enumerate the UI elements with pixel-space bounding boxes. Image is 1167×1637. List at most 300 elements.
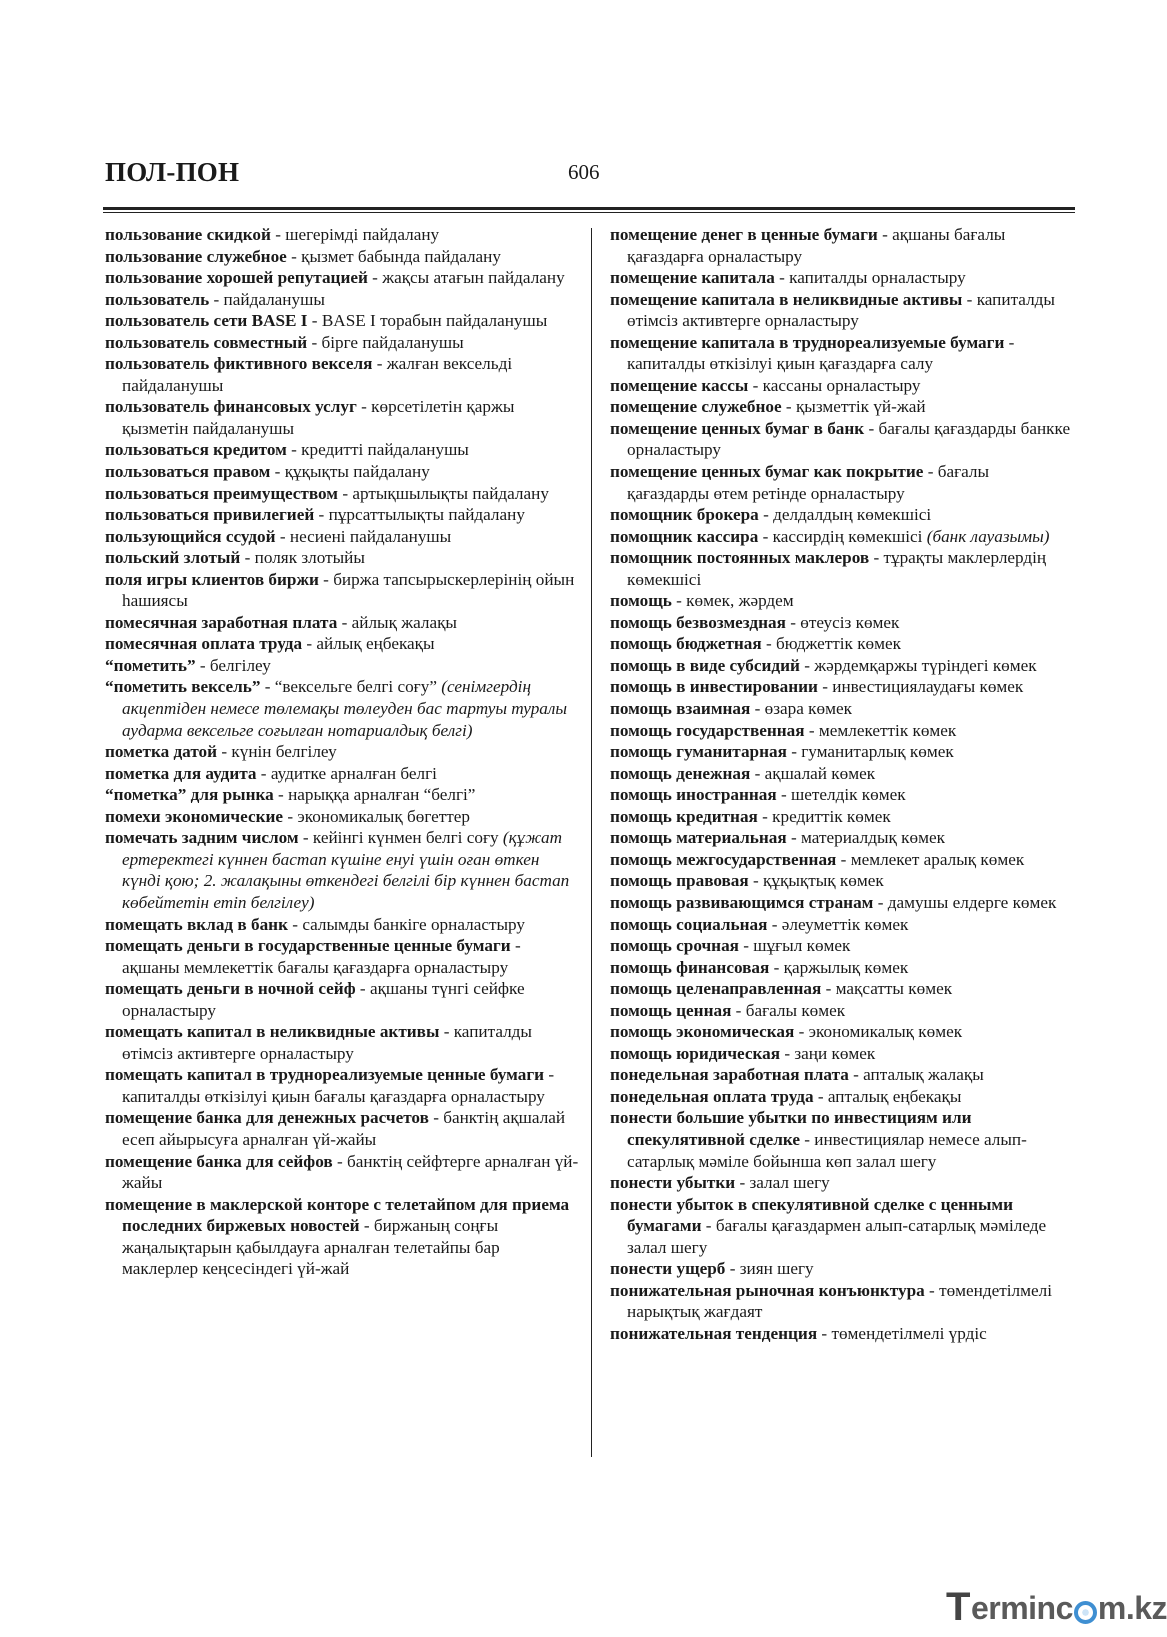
entry-separator: - — [962, 289, 977, 309]
entry-definition: инвестициялаудағы көмек — [832, 677, 1024, 697]
entry-separator: - — [337, 612, 352, 632]
dictionary-entry — [610, 1107, 1072, 1172]
entry-separator: - — [195, 655, 210, 675]
entry-term: понижательная рыночная конъюнктура — [610, 1280, 925, 1300]
entry-definition: банктің сейфтерге арналған үй-жайы — [122, 1151, 579, 1193]
entry-definition: ақшаны бағалы қағаздарға орналастыру — [627, 225, 1006, 266]
entry-definition: капиталды өткізілуі қиын қағаздарға салу — [627, 354, 934, 374]
dictionary-entry — [105, 267, 579, 289]
dictionary-entry — [105, 1021, 579, 1064]
entry-term: помощь материальная — [610, 828, 787, 848]
entry-definition: капиталды өтімсіз активтерге орналастыру — [122, 1022, 532, 1063]
entry-definition: материалдық көмек — [801, 828, 945, 848]
dictionary-entry — [105, 396, 579, 439]
entry-term: пользование скидкой — [105, 225, 271, 244]
entry-term: пользователь совместный — [105, 332, 308, 352]
entry-term: помощь безвозмездная — [610, 612, 786, 632]
entry-definition: шұғыл көмек — [753, 936, 851, 956]
entry-separator: - — [270, 225, 286, 244]
entry-definition: ақшаны түнгі сейфке орналастыру — [122, 979, 525, 1020]
entry-separator: - — [307, 332, 322, 352]
entry-term: “пометить” — [105, 655, 196, 675]
dictionary-entry — [105, 914, 579, 936]
entry-term: помещение кассы — [610, 375, 749, 395]
entry-term: помощь экономическая — [610, 1022, 795, 1042]
entry-definition: тұрақты маклерлердің көмекшісі — [627, 548, 1047, 589]
entry-definition: төмендетілмелі нарықтық жағдаят — [627, 1280, 1052, 1322]
entry-term: помощник постоянных маклеров — [610, 548, 870, 568]
entry-term: помощь развивающимся странам — [610, 892, 874, 912]
entry-term: помощь гуманитарная — [610, 742, 787, 762]
entry-term: польский злотый — [105, 548, 241, 568]
entry-separator: - — [757, 806, 773, 826]
dictionary-entry — [610, 1258, 1072, 1280]
entry-term: понедельная заработная плата — [610, 1065, 849, 1085]
entry-term: помощь ценная — [610, 1000, 732, 1020]
entry-definition: пұрсаттылықты пайдалану — [328, 505, 525, 525]
entry-term: помещение служебное — [610, 397, 782, 417]
dictionary-entry — [610, 827, 1072, 849]
entry-definition: салымды банкіге орналастыру — [302, 914, 525, 934]
entry-separator: - — [758, 526, 773, 546]
entry-definition: төмендетілмелі үрдіс — [831, 1323, 987, 1343]
entry-separator: - — [1004, 332, 1015, 352]
entry-term: помещение капитала — [610, 268, 775, 288]
entry-term: помещать капитал в неликвидные активы — [105, 1022, 440, 1042]
entry-separator: - — [769, 957, 784, 977]
entry-term: понедельная оплата труда — [610, 1086, 814, 1106]
entry-term: помещение банка для сейфов — [105, 1151, 333, 1171]
dictionary-entry — [610, 935, 1072, 957]
dictionary-entry — [610, 418, 1072, 461]
entry-separator: - — [314, 505, 329, 525]
dictionary-entry — [610, 957, 1072, 979]
logo-text-part: erminc — [970, 1590, 1073, 1626]
entry-term: пользователь сети BASE I — [105, 311, 308, 331]
entry-separator: - — [428, 1108, 444, 1128]
entry-separator: - — [873, 892, 888, 912]
entry-definition: бюджеттік көмек — [776, 634, 901, 654]
entry-term: понести большие убытки по инвестициям или спекулятивной сделке — [610, 1108, 972, 1149]
dictionary-entry — [105, 1064, 579, 1107]
entry-definition: BASE I торабын пайдаланушы — [321, 311, 548, 331]
entry-term: пользоваться кредитом — [105, 440, 287, 460]
dictionary-entry — [610, 784, 1072, 806]
termincom-logo[interactable] — [946, 1587, 1167, 1627]
entry-separator: - — [725, 1259, 740, 1279]
entry-separator: - — [256, 763, 271, 783]
entry-definition: мақсатты көмек — [835, 979, 953, 999]
dictionary-entry — [610, 655, 1072, 677]
entry-separator: - — [270, 462, 285, 482]
dictionary-entry — [105, 827, 579, 913]
entry-term: помощь в виде субсидий — [610, 655, 800, 675]
dictionary-entry — [610, 1172, 1072, 1194]
dictionary-entry — [105, 978, 579, 1021]
entry-definition: делдалдың көмекшісі — [773, 505, 932, 525]
dictionary-entry — [610, 504, 1072, 526]
dictionary-entry — [105, 224, 579, 246]
entry-definition: капиталды орналастыру — [789, 268, 966, 288]
entry-term: пользователь фиктивного векселя — [105, 354, 373, 374]
dictionary-entry — [105, 655, 579, 677]
entry-separator: - — [367, 268, 383, 288]
dictionary-entry — [105, 310, 579, 332]
dictionary-entry — [105, 1107, 579, 1150]
entry-separator: - — [283, 806, 298, 826]
entry-term: помощь целенаправленная — [610, 979, 822, 999]
entry-definition: апталық еңбекақы — [827, 1086, 962, 1106]
dictionary-entry — [610, 547, 1072, 590]
entry-term: помощь — [610, 591, 672, 611]
dictionary-entry — [610, 1021, 1072, 1043]
dictionary-entry — [610, 1086, 1072, 1108]
entry-definition: кассирдің көмекшісі — [772, 526, 923, 546]
dictionary-entry — [610, 1280, 1072, 1323]
dictionary-entry — [610, 461, 1072, 504]
header-rule-thick — [103, 207, 1075, 210]
entry-separator: - — [510, 936, 521, 956]
entry-separator: - — [359, 1216, 374, 1236]
entry-separator: - — [780, 1043, 795, 1063]
entry-definition: экономикалық бөгеттер — [297, 806, 471, 826]
dictionary-entry — [105, 504, 579, 526]
entry-term: помощь государственная — [610, 720, 805, 740]
entry-separator: - — [767, 914, 782, 934]
entry-definition: қызметтік үй-жай — [795, 397, 926, 417]
entry-separator: - — [439, 1022, 454, 1042]
entry-term: пометка датой — [105, 742, 218, 762]
entry-term: помощь денежная — [610, 763, 751, 783]
entry-separator: - — [836, 849, 851, 869]
entry-separator: - — [275, 526, 290, 546]
dictionary-entry — [610, 892, 1072, 914]
entry-separator: - — [817, 1323, 832, 1343]
entry-term: помощь взаимная — [610, 699, 751, 719]
entry-definition: биржаның соңғы жаңалықтарын қабылдауға арналған телетайпы бар маклерлер кеңсесіндегі үй-жай — [122, 1216, 500, 1279]
entry-definition: шетелдік көмек — [791, 785, 906, 805]
entry-separator: - — [848, 1065, 864, 1085]
left-column — [105, 224, 579, 1280]
entry-definition: бағалы көмек — [745, 1000, 846, 1020]
entry-term: помещение капитала в неликвидные активы — [610, 289, 963, 309]
dictionary-entry — [610, 1064, 1072, 1086]
entry-definition: құқықтық көмек — [763, 871, 884, 891]
dictionary-entry — [105, 526, 579, 548]
dictionary-entry — [610, 375, 1072, 397]
entry-note: (банк лауазымы) — [926, 526, 1050, 546]
entry-term: пользоваться привилегией — [105, 505, 315, 525]
dictionary-entry — [610, 720, 1072, 742]
entry-definition: айлық жалақы — [351, 612, 457, 632]
entry-term: помещение капитала в труднореализуемые бумаги — [610, 332, 1005, 352]
dictionary-entry — [610, 676, 1072, 698]
entry-separator: - — [794, 1022, 809, 1042]
entry-term: пользование служебное — [105, 246, 287, 266]
dictionary-entry — [105, 763, 579, 785]
entry-term: помощь бюджетная — [610, 634, 762, 654]
entry-definition: көмек, жәрдем — [686, 591, 794, 611]
entry-term: помощник брокера — [610, 505, 759, 525]
dictionary-entry — [610, 870, 1072, 892]
entry-definition: биржа тапсырыскерлерінің ойын һашиясы — [122, 569, 575, 611]
entry-term: помощь финансовая — [610, 957, 770, 977]
entry-definition: бағалы қағаздарды өтем ретінде орналастыру — [627, 462, 990, 503]
entry-separator: - — [302, 634, 317, 654]
dictionary-entry — [105, 1194, 579, 1280]
entry-term: помощь кредитная — [610, 806, 758, 826]
header-rule-thin — [103, 212, 1075, 213]
entry-note: (құжат ертеректегі күннен бастап күшіне енуі үшін оған өткен күнді қою; 2. жалақыны өткендегі белгілі бір күннен бастап көбейтетін етіп белгілеу) — [122, 828, 570, 912]
entry-term: пользователь финансовых услуг — [105, 397, 357, 417]
entry-definition: құқықты пайдалану — [284, 462, 430, 482]
entry-separator: - — [761, 634, 777, 654]
entry-separator: - — [355, 979, 370, 999]
entry-definition: банктің ақшалай есеп айырысуға арналған үй-жайы — [122, 1108, 566, 1149]
dictionary-entry — [610, 849, 1072, 871]
entry-separator: - — [671, 591, 687, 611]
entry-definition: жақсы атағын пайдалану — [382, 268, 565, 288]
entry-separator: - — [372, 354, 387, 374]
entry-term: помесячная оплата труда — [105, 634, 303, 654]
entry-separator: - — [799, 1129, 815, 1149]
dictionary-entry — [610, 763, 1072, 785]
entry-definition: өзара көмек — [764, 699, 852, 719]
entry-separator: - — [209, 289, 224, 309]
dictionary-entry — [610, 806, 1072, 828]
entry-term: помощь правовая — [610, 871, 749, 891]
entry-term: понести убытки — [610, 1173, 736, 1193]
entry-term: помечать задним числом — [105, 828, 299, 848]
entry-separator: - — [776, 785, 791, 805]
dictionary-entry — [105, 547, 579, 569]
entry-separator: - — [298, 828, 313, 848]
entry-term: “пометить вексель” — [105, 677, 261, 697]
dictionary-entry — [105, 289, 579, 311]
dictionary-entry — [105, 633, 579, 655]
entry-separator: - — [286, 440, 302, 460]
entry-definition: мемлекеттік көмек — [818, 720, 957, 740]
page-number: 606 — [568, 160, 600, 184]
entry-separator: - — [758, 505, 774, 525]
dictionary-entry — [105, 935, 579, 978]
entry-definition: кредиттік көмек — [772, 806, 891, 826]
entry-definition: аудитке арналған белгі — [270, 763, 437, 783]
logo-letter-t: T — [946, 1585, 970, 1629]
dictionary-entry — [610, 612, 1072, 634]
entry-term: понести убыток в спекулятивной сделке с ценными бумагами — [610, 1194, 1014, 1236]
entry-separator: - — [738, 936, 754, 956]
entry-definition: капиталды өтімсіз активтерге орналастыру — [627, 289, 1055, 331]
entry-definition: күнін белгілеу — [231, 742, 337, 762]
entry-definition: нарыққа арналған “белгі” — [288, 785, 476, 805]
dictionary-entry — [105, 353, 579, 396]
entry-definition: бағалы қағаздарды банкке орналастыру — [627, 418, 1071, 460]
entry-term: поля игры клиентов биржи — [105, 569, 319, 589]
entry-term: понижательная тенденция — [610, 1323, 818, 1343]
entry-term: помощь срочная — [610, 936, 739, 956]
entry-definition: поляк злотыйы — [254, 548, 365, 568]
logo-text-domain: m.kz — [1097, 1590, 1167, 1626]
entry-separator: - — [813, 1086, 828, 1106]
entry-separator: - — [338, 483, 353, 503]
entry-separator: - — [287, 914, 303, 934]
entry-separator: - — [786, 828, 802, 848]
entry-separator: - — [356, 397, 372, 417]
dictionary-entry — [610, 914, 1072, 936]
entry-definition: өтеусіз көмек — [800, 612, 900, 632]
entry-separator: - — [750, 763, 765, 783]
entry-definition: ақшалай көмек — [764, 763, 876, 783]
entry-term: пометка для аудита — [105, 763, 257, 783]
dictionary-entry — [610, 1194, 1072, 1259]
entry-separator: - — [318, 569, 334, 589]
entry-separator: - — [877, 225, 893, 244]
entry-separator: - — [731, 1000, 746, 1020]
entry-term: помощь иностранная — [610, 785, 777, 805]
dictionary-entry — [105, 612, 579, 634]
entry-term: помещение в маклерской конторе с телетайпом для приема последних биржевых новостей — [105, 1194, 570, 1236]
entry-term: помещать деньги в ночной сейф — [105, 979, 356, 999]
entry-term: помещение банка для денежных расчетов — [105, 1108, 429, 1128]
entry-definition: капиталды өткізілуі қиын бағалы қағаздарға орналастыру — [122, 1086, 545, 1106]
entry-separator: - — [869, 548, 884, 568]
entry-separator: - — [799, 655, 815, 675]
entry-definition: белгілеу — [209, 655, 271, 675]
right-column — [610, 224, 1072, 1344]
entry-definition: қаржылық көмек — [783, 957, 909, 977]
page-title: ПОЛ-ПОН — [105, 157, 240, 187]
entry-definition: жәрдемқаржы түріндегі көмек — [814, 655, 1037, 675]
entry-separator: - — [774, 268, 790, 288]
entry-separator: - — [804, 720, 819, 740]
entry-term: помесячная заработная плата — [105, 612, 338, 632]
entry-term: помещение ценных бумаг как покрытие — [610, 462, 924, 482]
column-divider — [591, 228, 592, 1457]
entry-term: пользователь — [105, 289, 210, 309]
dictionary-entry — [610, 1043, 1072, 1065]
entry-definition: гуманитарлық көмек — [801, 742, 954, 762]
entry-definition: экономикалық көмек — [808, 1022, 963, 1042]
entry-separator: - — [240, 548, 255, 568]
entry-definition: артықшылықты пайдалану — [352, 483, 549, 503]
entry-definition: бағалы қағаздармен алып-сатарлық мәміледе залал шегу — [627, 1216, 1047, 1257]
entry-definition: инвестициялар немесе алып-сатарлық мәміле бойынша көп залал шегу — [627, 1129, 1027, 1171]
entry-term: помещать деньги в государственные ценные бумаги — [105, 936, 511, 956]
entry-term: помощь межгосударственная — [610, 849, 837, 869]
entry-term: помощь социальная — [610, 914, 768, 934]
dictionary-entry — [610, 332, 1072, 375]
dictionary-entry — [105, 461, 579, 483]
dictionary-entry — [610, 741, 1072, 763]
entry-separator: - — [924, 1280, 940, 1300]
entry-separator: - — [273, 785, 289, 805]
entry-term: помощник кассира — [610, 526, 759, 546]
entry-term: помещение денег в ценные бумаги — [610, 225, 878, 244]
entry-separator: - — [286, 246, 302, 266]
entry-separator: - — [260, 677, 275, 697]
entry-separator: - — [786, 742, 802, 762]
entry-separator: - — [785, 612, 801, 632]
dictionary-entry — [105, 806, 579, 828]
dictionary-entry — [610, 396, 1072, 418]
entry-term: пользоваться преимуществом — [105, 483, 339, 503]
entry-term: пользование хорошей репутацией — [105, 268, 368, 288]
entry-definition: кассаны орналастыру — [762, 375, 921, 395]
dictionary-entry — [105, 439, 579, 461]
dictionary-entry — [105, 246, 579, 268]
dictionary-entry — [610, 267, 1072, 289]
entry-term: помехи экономические — [105, 806, 284, 826]
dictionary-entry — [105, 483, 579, 505]
dictionary-entry — [105, 569, 579, 612]
entry-term: помещать вклад в банк — [105, 914, 288, 934]
entry-definition: залал шегу — [749, 1173, 830, 1193]
entry-separator: - — [217, 742, 232, 762]
entry-separator: - — [781, 397, 796, 417]
entry-definition: пайдаланушы — [223, 289, 325, 309]
entry-separator: - — [748, 375, 763, 395]
entry-definition: айлық еңбекақы — [316, 634, 435, 654]
entry-definition: зиян шегу — [739, 1259, 814, 1279]
entry-definition: жалған вексельді пайдаланушы — [122, 354, 513, 395]
entry-term: помощь в инвестировании — [610, 677, 818, 697]
entry-definition: заңи көмек — [794, 1043, 876, 1063]
entry-separator: - — [821, 979, 836, 999]
entry-definition: әлеуметтік көмек — [781, 914, 909, 934]
dictionary-entry — [610, 1000, 1072, 1022]
entry-note: (сенімгердің акцептіден немесе төлемақы төлеуден бас тартуы туралы аударма вексельге соғылған нотариалдық белгі) — [122, 677, 568, 740]
entry-definition: дамушы елдерге көмек — [887, 892, 1057, 912]
dictionary-entry — [105, 784, 579, 806]
dictionary-entry — [610, 633, 1072, 655]
dictionary-entry — [610, 289, 1072, 332]
entry-separator: - — [735, 1173, 750, 1193]
dictionary-entry — [105, 1151, 579, 1194]
entry-separator: - — [332, 1151, 347, 1171]
entry-term: пользующийся ссудой — [105, 526, 276, 546]
dictionary-entry — [610, 526, 1072, 548]
entry-term: пользоваться правом — [105, 462, 271, 482]
entry-term: понести ущерб — [610, 1259, 726, 1279]
entry-separator: - — [864, 418, 879, 438]
entry-term: помощь юридическая — [610, 1043, 781, 1063]
dictionary-entry — [610, 224, 1072, 267]
dictionary-entry — [610, 590, 1072, 612]
entry-separator: - — [923, 462, 938, 482]
entry-separator: - — [750, 699, 765, 719]
entry-definition: ақшаны мемлекеттік бағалы қағаздарға орналастыру — [122, 957, 509, 977]
entry-definition: көрсетілетін қаржы қызметін пайдаланушы — [122, 397, 515, 438]
entry-definition: апталық жалақы — [863, 1065, 984, 1085]
entry-term: помещать капитал в труднореализуемые ценные бумаги — [105, 1065, 545, 1085]
entry-definition: “вексельге белгі соғу” — [274, 677, 437, 697]
dictionary-entry — [610, 978, 1072, 1000]
entry-definition: кейінгі күнмен белгі соғу — [312, 828, 499, 848]
entry-definition: бірге пайдаланушы — [321, 332, 464, 352]
entry-term: помещение ценных бумаг в банк — [610, 418, 865, 438]
dictionary-entry — [105, 741, 579, 763]
entry-definition: мемлекет аралық көмек — [850, 849, 1025, 869]
dictionary-entry — [105, 332, 579, 354]
dictionary-entry — [610, 698, 1072, 720]
entry-definition: несиені пайдаланушы — [289, 526, 452, 546]
entry-definition: шегерімді пайдалану — [285, 225, 440, 244]
entry-separator: - — [701, 1216, 716, 1236]
dictionary-entry — [105, 676, 579, 741]
entry-separator: - — [544, 1065, 555, 1085]
dictionary-entry — [610, 1323, 1072, 1345]
